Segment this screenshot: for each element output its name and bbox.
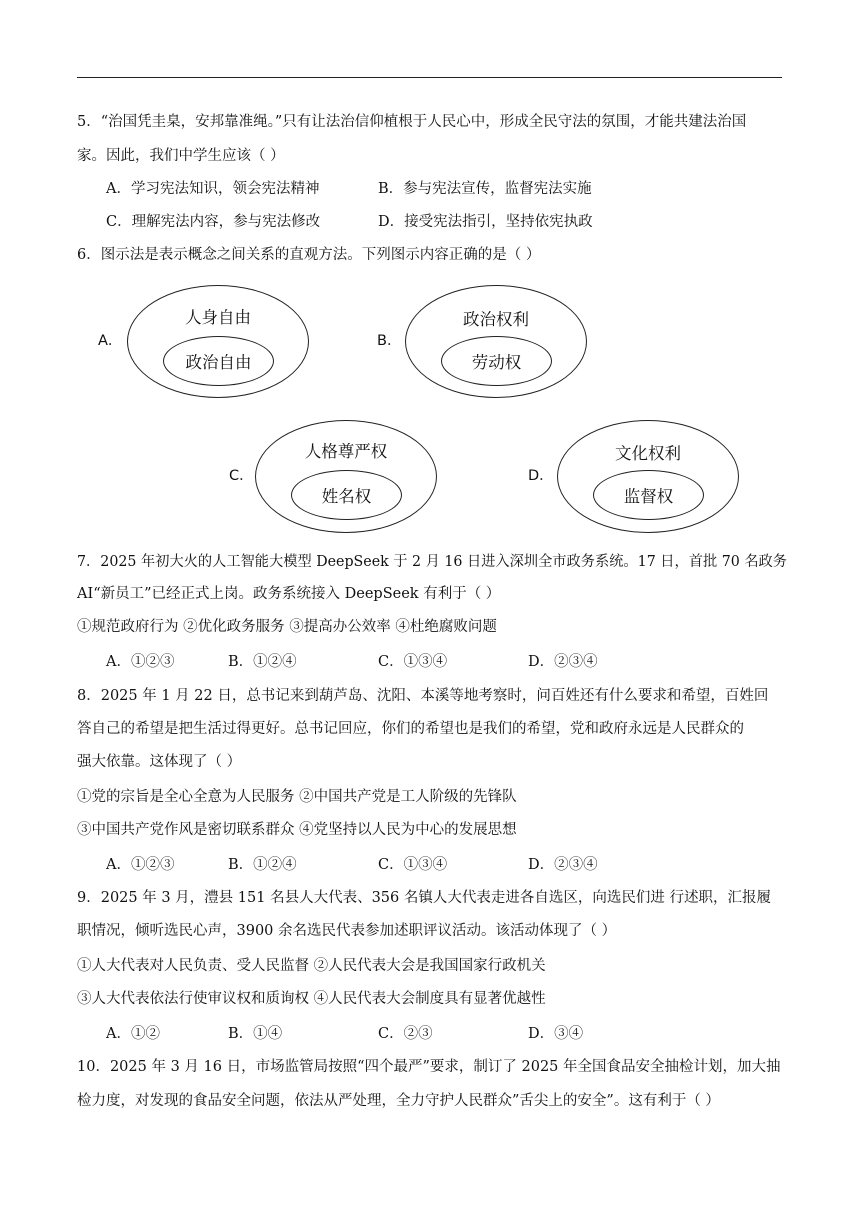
q8-option-b[interactable]: B．①②④ xyxy=(228,857,297,873)
q6-diagram-d-inner-ellipse: 监督权 xyxy=(593,470,704,520)
q9-option-a[interactable]: A．①② xyxy=(106,1026,160,1042)
q5-option-d[interactable]: D．接受宪法指引，坚持依宪执政 xyxy=(378,214,593,230)
q6-stem: 6．图示法是表示概念之间关系的直观方法。下列图示内容正确的是（ ） xyxy=(77,247,541,263)
q9-stem-line1: 9．2025 年 3 月，澧县 151 名县人大代表、356 名镇人大代表走进各自选区，向选民们进 行述职，汇报履 xyxy=(77,890,771,906)
q5-option-c[interactable]: C．理解宪法内容，参与宪法修改 xyxy=(106,214,321,230)
q6-diagram-a-inner-ellipse: 政治自由 xyxy=(163,336,274,386)
q6-diagram-b-label: B． xyxy=(377,333,402,349)
q9-option-c[interactable]: C．②③ xyxy=(378,1026,433,1042)
q6-diagram-a-label: A． xyxy=(98,333,123,349)
q9-option-b[interactable]: B．①④ xyxy=(228,1026,283,1042)
q5-option-b[interactable]: B．参与宪法宣传，监督宪法实施 xyxy=(378,181,592,197)
q6-diagram-c-inner-ellipse: 姓名权 xyxy=(291,470,402,520)
q8-statements-1: ①党的宗旨是全心全意为人民服务 ②中国共产党是工人阶级的先锋队 xyxy=(77,789,517,805)
q6-diagram-b-inner-ellipse: 劳动权 xyxy=(441,336,552,386)
q6-diagram-d-label: D． xyxy=(528,468,554,484)
q7-option-c[interactable]: C．①③④ xyxy=(378,654,448,670)
q10-stem-line1: 10．2025 年 3 月 16 日，市场监管局按照“四个最严”要求，制订了 2025 年全国食品安全抽检计划，加大抽 xyxy=(77,1059,781,1075)
q9-option-d[interactable]: D．③④ xyxy=(528,1026,584,1042)
q6-diagram-b-outer-text: 政治权利 xyxy=(463,310,529,329)
q5-option-a[interactable]: A．学习宪法知识，领会宪法精神 xyxy=(106,181,320,197)
q6-diagram-c-label: C． xyxy=(229,468,254,484)
q8-stem-line1: 8．2025 年 1 月 22 日，总书记来到葫芦岛、沈阳、本溪等地考察时，问百姓还有什么要求和希望，百姓回 xyxy=(77,688,769,704)
q8-option-a[interactable]: A．①②③ xyxy=(106,857,175,873)
q7-statements: ①规范政府行为 ②优化政务服务 ③提高办公效率 ④杜绝腐败问题 xyxy=(77,619,497,635)
q7-option-b[interactable]: B．①②④ xyxy=(228,654,297,670)
q5-stem-line2: 家。因此，我们中学生应该（ ） xyxy=(77,148,285,164)
q7-option-a[interactable]: A．①②③ xyxy=(106,654,175,670)
q8-option-c[interactable]: C．①③④ xyxy=(378,857,448,873)
q7-stem-line2: AI“新员工”已经正式上岗。政务系统接入 DeepSeek 有利于（ ） xyxy=(77,586,501,602)
q8-stem-line2: 答自己的希望是把生活过得更好。总书记回应，你们的希望也是我们的希望，党和政府永远是人民群众的 xyxy=(77,721,744,737)
q6-diagram-d-outer-text: 文化权利 xyxy=(615,444,681,463)
q5-stem-line1: 5．“治国凭圭臬，安邦靠准绳。”只有让法治信仰植根于人民心中，形成全民守法的氛围，才能共建法治国 xyxy=(77,114,747,130)
header-rule xyxy=(77,77,782,78)
q10-stem-line2: 检力度，对发现的食品安全问题，依法从严处理，全力守护人民群众”舌尖上的安全”。这有利于（ ） xyxy=(77,1093,720,1109)
q8-stem-line3: 强大依靠。这体现了（ ） xyxy=(77,754,242,770)
q7-stem-line1: 7．2025 年初大火的人工智能大模型 DeepSeek 于 2 月 16 日进入深圳全市政务系统。17 日，首批 70 名政务 xyxy=(77,554,787,570)
q8-option-d[interactable]: D．②③④ xyxy=(528,857,598,873)
q6-diagram-a-outer-text: 人身自由 xyxy=(185,308,251,327)
q8-statements-2: ③中国共产党作风是密切联系群众 ④党坚持以人民为中心的发展思想 xyxy=(77,822,517,838)
q7-option-d[interactable]: D．②③④ xyxy=(528,654,598,670)
q9-statements-1: ①人大代表对人民负责、受人民监督 ②人民代表大会是我国国家行政机关 xyxy=(77,958,546,974)
q9-statements-2: ③人大代表依法行使审议权和质询权 ④人民代表大会制度具有显著优越性 xyxy=(77,991,546,1007)
q6-diagram-c-outer-text: 人格尊严权 xyxy=(304,442,388,461)
q9-stem-line2: 职情况，倾听选民心声，3900 余名选民代表参加述职评议活动。该活动体现了（ ） xyxy=(77,923,617,939)
